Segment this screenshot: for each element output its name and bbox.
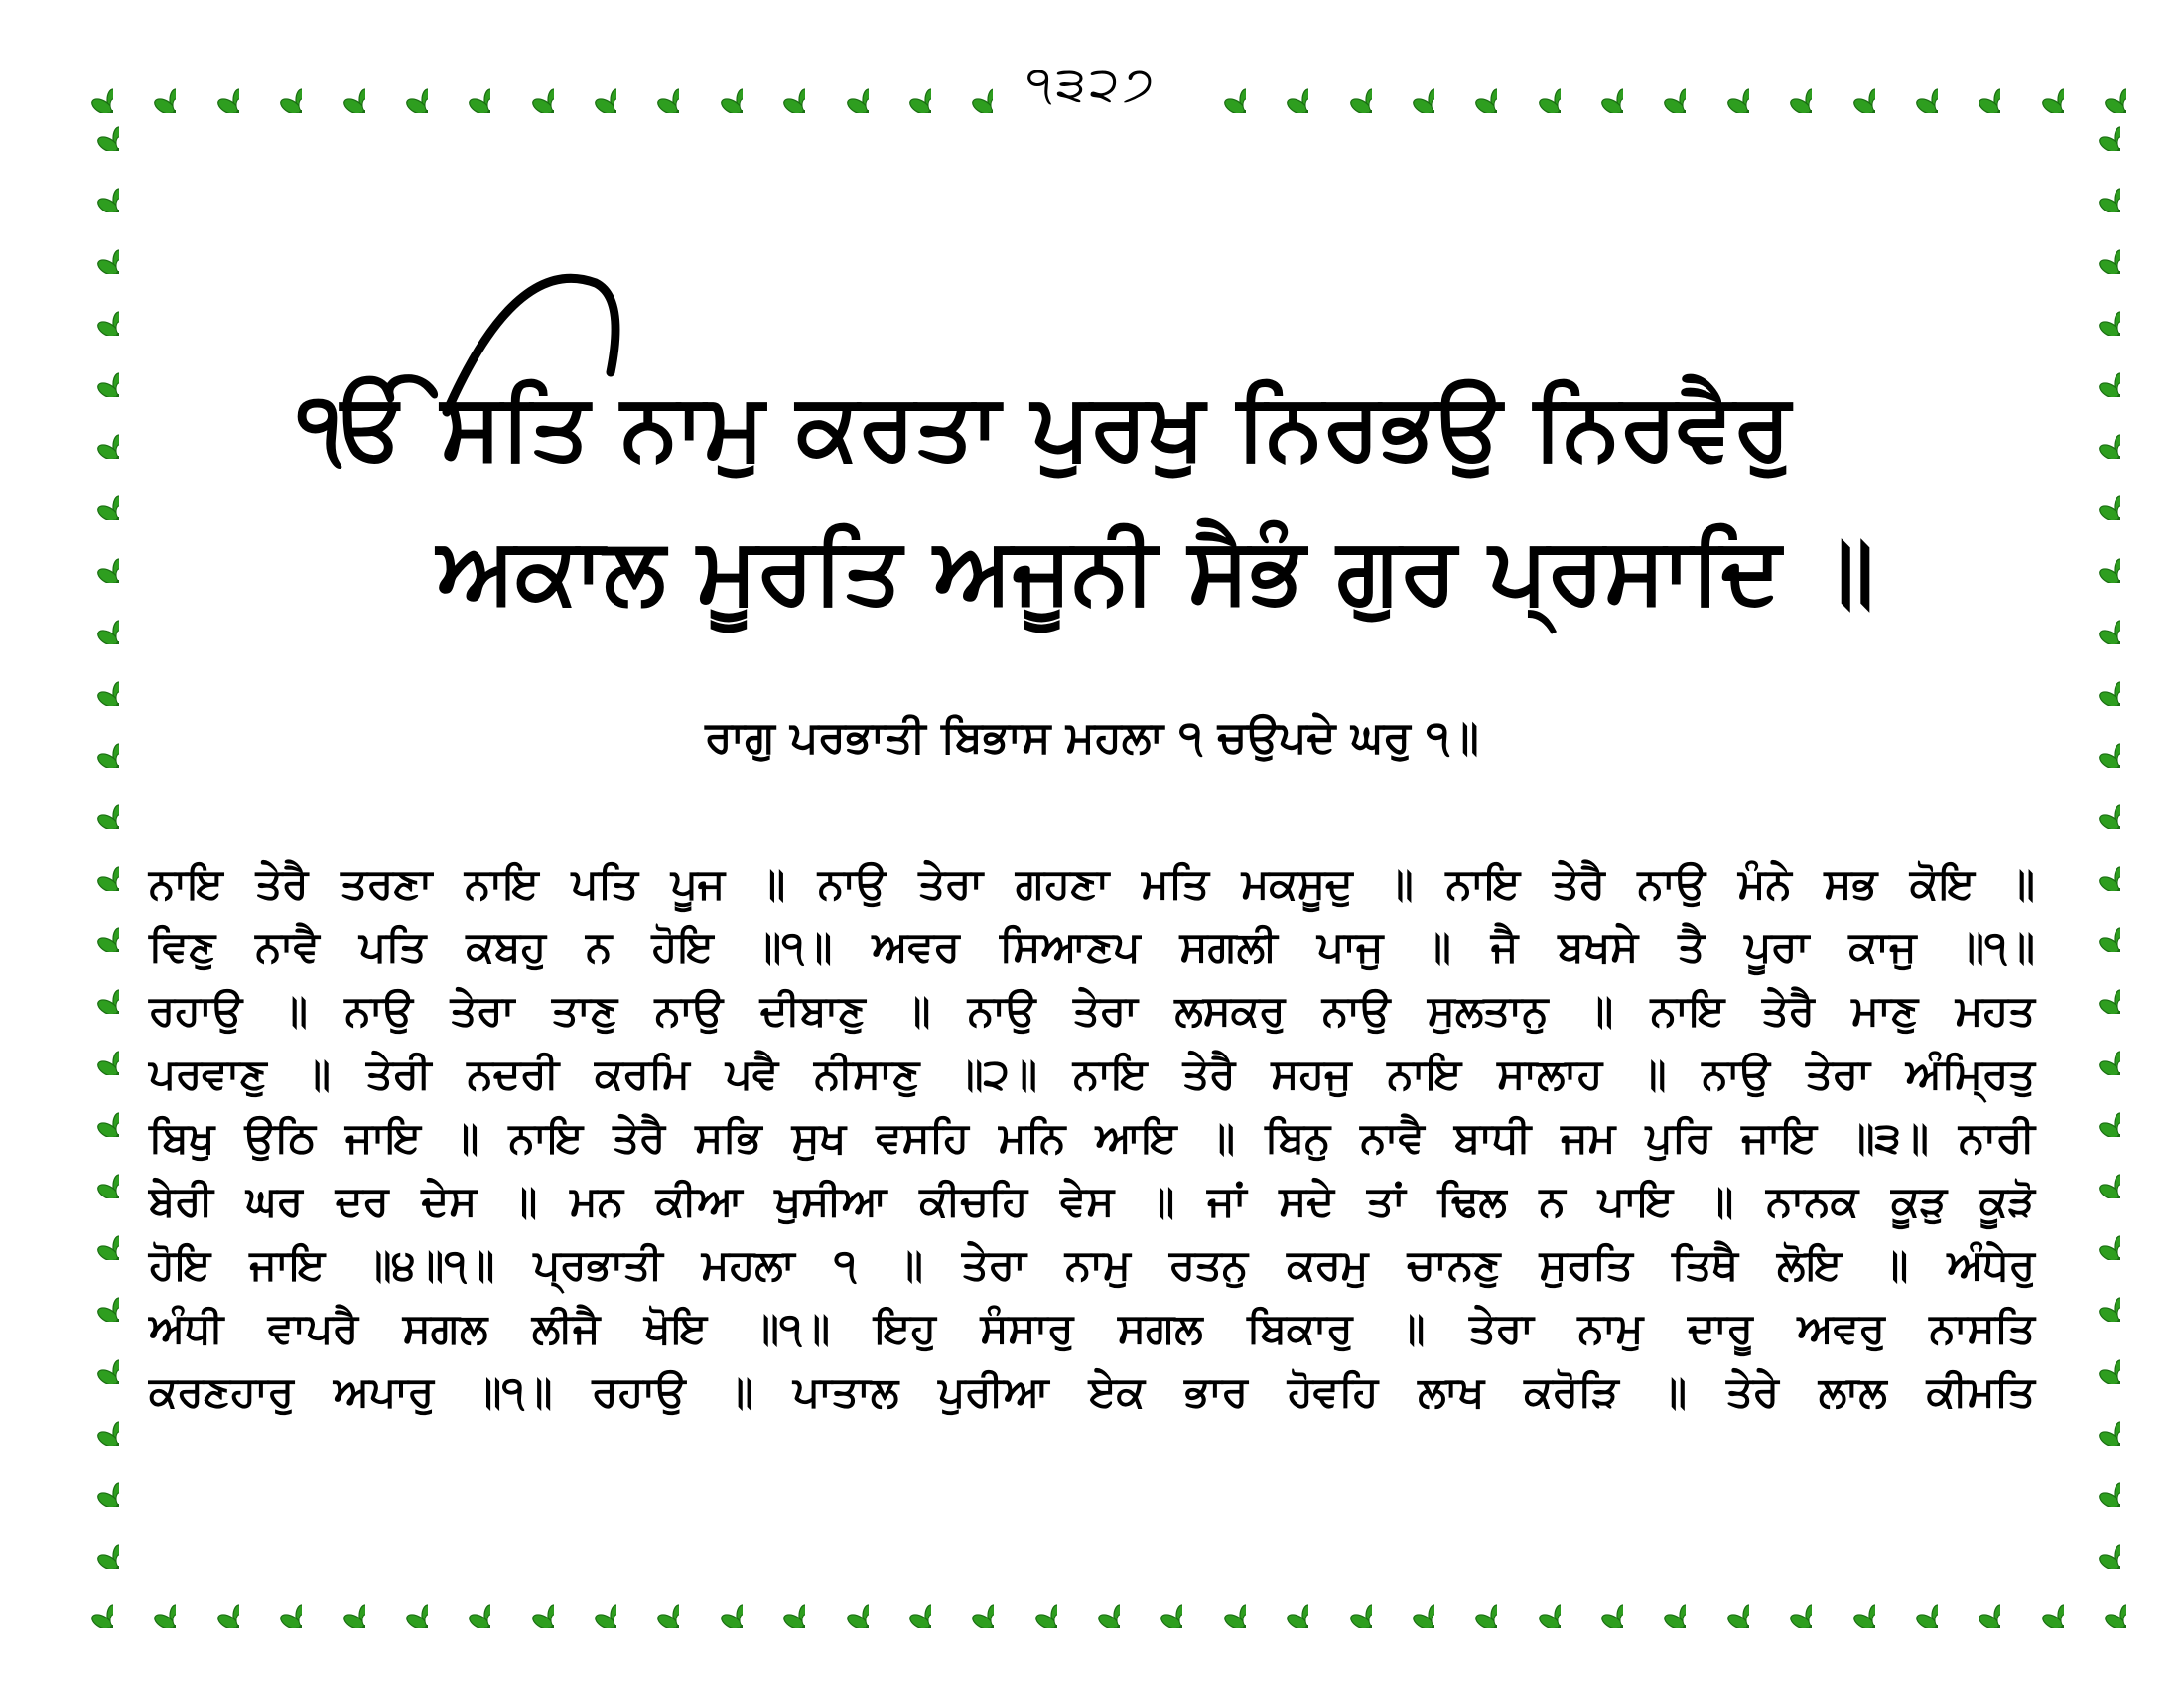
flower-icon bbox=[502, 62, 554, 113]
verse-line: ਰਹਾਉ ॥ ਨਾਉ ਤੇਰਾ ਤਾਣੁ ਨਾਉ ਦੀਬਾਣੁ ॥ ਨਾਉ ਤੇਰਾ ਲਸਕਰੁ ਨਾਉ ਸੁਲਤਾਨੁ ॥ ਨਾਇ ਤੇਰੈ ਮਾਣੁ ਮਹਤ bbox=[149, 986, 2035, 1035]
flower-icon bbox=[68, 962, 119, 1014]
flower-icon bbox=[1445, 1577, 1497, 1628]
flower-icon bbox=[1194, 62, 1246, 113]
flower-icon bbox=[1949, 1577, 2000, 1628]
flower-icon bbox=[1131, 1577, 1182, 1628]
verse-line: ਨਾਇ ਤੇਰੈ ਤਰਣਾ ਨਾਇ ਪਤਿ ਪੂਜ ॥ ਨਾਉ ਤੇਰਾ ਗਹਣਾ ਮਤਿ ਮਕਸੂਦੁ ॥ ਨਾਇ ਤੇਰੈ ਨਾਉ ਮੰਨੇ ਸਭ ਕੋਇ ॥ bbox=[149, 859, 2035, 908]
flower-icon bbox=[1509, 1577, 1561, 1628]
flower-icon bbox=[2069, 962, 2120, 1014]
flower-icon bbox=[1571, 1577, 1623, 1628]
flower-icon bbox=[2069, 531, 2120, 583]
mool-mantar-line-2: ਅਕਾਲ ਮੂਰਤਿ ਅਜੂਨੀ ਸੈਭੰ ਗੁਰ ਪ੍ਰਸਾਦਿ ॥ bbox=[437, 517, 1875, 624]
flower-icon bbox=[314, 62, 365, 113]
flower-icon bbox=[2069, 1394, 2120, 1446]
flower-icon bbox=[880, 62, 931, 113]
flower-icon bbox=[2012, 1577, 2064, 1628]
flower-icon bbox=[188, 62, 239, 113]
flower-icon bbox=[817, 1577, 869, 1628]
flower-icon bbox=[2069, 777, 2120, 829]
flower-icon bbox=[68, 1333, 119, 1384]
flower-icon bbox=[627, 1577, 679, 1628]
flower-icon bbox=[2069, 407, 2120, 459]
flower-icon bbox=[68, 346, 119, 397]
flower-icon bbox=[2069, 1024, 2120, 1075]
flower-icon bbox=[2069, 469, 2120, 520]
flower-icon bbox=[439, 62, 490, 113]
flower-icon bbox=[1257, 1577, 1308, 1628]
flower-icon bbox=[880, 1577, 931, 1628]
flower-icon bbox=[68, 469, 119, 520]
flower-icon bbox=[2012, 62, 2064, 113]
flower-icon bbox=[942, 1577, 994, 1628]
flower-icon bbox=[627, 62, 679, 113]
flower-icon bbox=[691, 1577, 743, 1628]
mool-mantar-line-1: ੴ ਸਤਿ ਨਾਮੁ ਕਰਤਾ ਪੁਰਖੁ ਨਿਰਭਉ ਨਿਰਵੈਰੁ bbox=[298, 373, 1791, 480]
flower-icon bbox=[376, 1577, 428, 1628]
verse-line: ਪਰਵਾਣੁ ॥ ਤੇਰੀ ਨਦਰੀ ਕਰਮਿ ਪਵੈ ਨੀਸਾਣੁ ॥੨॥ ਨਾਇ ਤੇਰੈ ਸਹਜੁ ਨਾਇ ਸਾਲਾਹ ॥ ਨਾਉ ਤੇਰਾ ਅੰਮ੍ਰਿਤੁ bbox=[149, 1050, 2035, 1098]
verse-line: ਬਿਖੁ ਉਠਿ ਜਾਇ ॥ ਨਾਇ ਤੇਰੈ ਸਭਿ ਸੁਖ ਵਸਹਿ ਮਨਿ ਆਇ ॥ ਬਿਨੁ ਨਾਵੈ ਬਾਧੀ ਜਮ ਪੁਰਿ ਜਾਇ ॥੩॥ ਨਾਰੀ bbox=[149, 1113, 2035, 1162]
flower-icon bbox=[2069, 839, 2120, 891]
flower-icon bbox=[68, 593, 119, 644]
verse-body bbox=[149, 852, 2035, 1424]
flower-icon bbox=[1445, 62, 1497, 113]
flower-icon bbox=[68, 901, 119, 952]
flower-icon bbox=[2069, 99, 2120, 151]
verse-line: ਹੋਇ ਜਾਇ ॥੪॥੧॥ ਪ੍ਰਭਾਤੀ ਮਹਲਾ ੧ ॥ ਤੇਰਾ ਨਾਮੁ ਰਤਨੁ ਕਰਮੁ ਚਾਨਣੁ ਸੁਰਤਿ ਤਿਥੈ ਲੋਇ ॥ ਅੰਧੇਰੁ bbox=[149, 1240, 2035, 1289]
flower-icon bbox=[2069, 161, 2120, 212]
verse-line: ਕਰਣਹਾਰੁ ਅਪਾਰੁ ॥੧॥ ਰਹਾਉ ॥ ਪਾਤਾਲ ਪੁਰੀਆ ਏਕ ਭਾਰ ਹੋਵਹਿ ਲਾਖ ਕਰੋੜਿ ॥ ਤੇਰੇ ਲਾਲ ਕੀਮਤਿ bbox=[149, 1367, 2035, 1416]
flower-icon bbox=[68, 1085, 119, 1137]
flower-icon bbox=[2069, 654, 2120, 706]
flower-icon bbox=[1698, 62, 1749, 113]
flower-icon bbox=[68, 407, 119, 459]
border-left bbox=[62, 99, 125, 1569]
flower-icon bbox=[68, 839, 119, 891]
raag-heading: ਰਾਗੁ ਪਰਭਾਤੀ ਬਿਭਾਸ ਮਹਲਾ ੧ ਚਉਪਦੇ ਘਰੁ ੧॥ bbox=[705, 712, 1479, 763]
flower-icon bbox=[250, 1577, 302, 1628]
flower-icon bbox=[2075, 1577, 2126, 1628]
flower-icon bbox=[68, 1270, 119, 1322]
flower-icon bbox=[691, 62, 743, 113]
flower-icon bbox=[1571, 62, 1623, 113]
flower-icon bbox=[1824, 62, 1875, 113]
flower-icon bbox=[565, 1577, 616, 1628]
flower-icon bbox=[817, 62, 869, 113]
flower-icon bbox=[1634, 1577, 1686, 1628]
verse-line: ਵਿਣੁ ਨਾਵੈ ਪਤਿ ਕਬਹੁ ਨ ਹੋਇ ॥੧॥ ਅਵਰ ਸਿਆਣਪ ਸਗਲੀ ਪਾਜੁ ॥ ਜੈ ਬਖਸੇ ਤੈ ਪੂਰਾ ਕਾਜੁ ॥੧॥ bbox=[149, 922, 2035, 971]
verse-line: ਅੰਧੀ ਵਾਪਰੈ ਸਗਲ ਲੀਜੈ ਖੋਇ ॥੧॥ ਇਹੁ ਸੰਸਾਰੁ ਸਗਲ ਬਿਕਾਰੁ ॥ ਤੇਰਾ ਨਾਮੁ ਦਾਰੂ ਅਵਰੁ ਨਾਸਤਿ bbox=[149, 1304, 2035, 1352]
flower-icon bbox=[502, 1577, 554, 1628]
flower-icon bbox=[565, 62, 616, 113]
flower-icon bbox=[68, 1517, 119, 1569]
flower-icon bbox=[2069, 901, 2120, 952]
flower-icon bbox=[68, 1147, 119, 1198]
flower-icon bbox=[68, 1394, 119, 1446]
flower-icon bbox=[753, 62, 805, 113]
page-number: ੧੩੨੭ bbox=[993, 54, 1191, 115]
flower-icon bbox=[2069, 346, 2120, 397]
flower-icon bbox=[68, 777, 119, 829]
flower-icon bbox=[1383, 62, 1434, 113]
flower-icon bbox=[68, 222, 119, 274]
flower-icon bbox=[1634, 62, 1686, 113]
flower-icon bbox=[2069, 1456, 2120, 1507]
flower-icon bbox=[1824, 1577, 1875, 1628]
flower-icon bbox=[1383, 1577, 1434, 1628]
flower-icon bbox=[753, 1577, 805, 1628]
flower-icon bbox=[2069, 1147, 2120, 1198]
flower-icon bbox=[68, 1208, 119, 1260]
flower-icon bbox=[942, 62, 994, 113]
flower-icon bbox=[68, 161, 119, 212]
flower-icon bbox=[1509, 62, 1561, 113]
flower-icon bbox=[68, 1024, 119, 1075]
flower-icon bbox=[2069, 1270, 2120, 1322]
flower-icon bbox=[1320, 1577, 1372, 1628]
flower-icon bbox=[1760, 62, 1812, 113]
flower-icon bbox=[68, 1456, 119, 1507]
flower-icon bbox=[188, 1577, 239, 1628]
border-right bbox=[2063, 99, 2126, 1569]
verse-line: ਬੇਰੀ ਘਰ ਦਰ ਦੇਸ ॥ ਮਨ ਕੀਆ ਖੁਸੀਆ ਕੀਚਹਿ ਵੇਸ ॥ ਜਾਂ ਸਦੇ ਤਾਂ ਢਿਲ ਨ ਪਾਇ ॥ ਨਾਨਕ ਕੂੜੁ ਕੂੜੋ bbox=[149, 1177, 2035, 1225]
flower-icon bbox=[1006, 1577, 1057, 1628]
flower-icon bbox=[124, 62, 176, 113]
flower-icon bbox=[1698, 1577, 1749, 1628]
flower-icon bbox=[68, 99, 119, 151]
flower-icon bbox=[1320, 62, 1372, 113]
flower-icon bbox=[1886, 62, 1938, 113]
flower-icon bbox=[1760, 1577, 1812, 1628]
flower-icon bbox=[439, 1577, 490, 1628]
flower-icon bbox=[1194, 1577, 1246, 1628]
flower-icon bbox=[2069, 1208, 2120, 1260]
flower-icon bbox=[62, 1577, 113, 1628]
flower-icon bbox=[1068, 1577, 1120, 1628]
flower-icon bbox=[1257, 62, 1308, 113]
flower-icon bbox=[2069, 222, 2120, 274]
flower-icon bbox=[2069, 1333, 2120, 1384]
flower-icon bbox=[314, 1577, 365, 1628]
flower-icon bbox=[124, 1577, 176, 1628]
flower-icon bbox=[250, 62, 302, 113]
flower-icon bbox=[2069, 1517, 2120, 1569]
flower-icon bbox=[2069, 593, 2120, 644]
flower-icon bbox=[68, 654, 119, 706]
flower-icon bbox=[68, 284, 119, 336]
flower-icon bbox=[376, 62, 428, 113]
flower-icon bbox=[1949, 62, 2000, 113]
border-bottom bbox=[62, 1571, 2126, 1634]
flower-icon bbox=[2069, 284, 2120, 336]
flower-icon bbox=[1886, 1577, 1938, 1628]
flower-icon bbox=[68, 531, 119, 583]
flower-icon bbox=[2069, 1085, 2120, 1137]
